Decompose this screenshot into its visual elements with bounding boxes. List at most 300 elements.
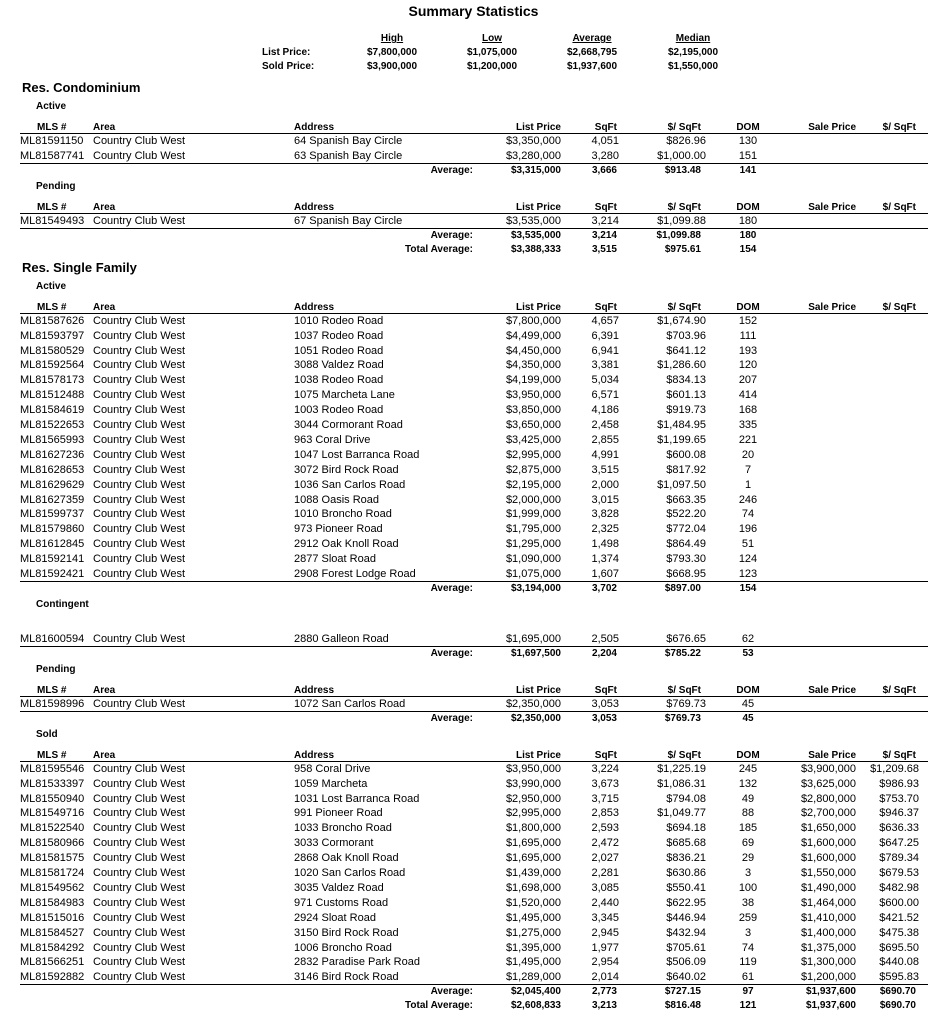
- summary-sale-price: $1,937,600: [805, 986, 856, 998]
- cell-dom: 51: [741, 538, 755, 551]
- cell-list-price: $1,495,000: [505, 956, 561, 969]
- cell-sale-price-per-sqft: $475.38: [879, 926, 919, 939]
- cell-sqft: 1,374: [591, 553, 619, 566]
- column-header-sqft: SqFt: [594, 684, 617, 696]
- header-rule: [20, 313, 928, 314]
- summary-sqft: 3,702: [591, 582, 617, 594]
- cell-price-per-sqft: $1,286.60: [657, 359, 706, 372]
- cell-sqft: 2,945: [591, 926, 619, 939]
- summary-dom: 97: [742, 986, 754, 998]
- cell-address: 1051 Rodeo Road: [294, 344, 384, 357]
- cell-list-price: $4,350,000: [505, 359, 561, 372]
- summary-sold-low: $1,200,000: [466, 61, 518, 72]
- cell-area: Country Club West: [93, 762, 186, 775]
- cell-sqft: 3,053: [591, 697, 619, 710]
- column-header-sqft: SqFt: [594, 749, 617, 761]
- column-header-dom: DOM: [736, 201, 760, 213]
- cell-sqft: 2,325: [591, 523, 619, 536]
- cell-list-price: $1,289,000: [505, 971, 561, 984]
- cell-sqft: 3,673: [591, 777, 619, 790]
- cell-price-per-sqft: $769.73: [666, 697, 706, 710]
- cell-price-per-sqft: $793.30: [666, 553, 706, 566]
- cell-address: 2908 Forest Lodge Road: [294, 568, 416, 580]
- cell-mls-number: ML81591150: [20, 135, 84, 147]
- cell-mls-number: ML81581724: [20, 867, 85, 879]
- cell-list-price: $3,650,000: [505, 419, 561, 431]
- column-header-list-price: List Price: [515, 122, 561, 133]
- cell-area: Country Club West: [93, 463, 186, 476]
- cell-area: Country Club West: [93, 344, 186, 357]
- cell-price-per-sqft: $676.65: [666, 632, 706, 645]
- cell-area: Country Club West: [93, 448, 186, 461]
- cell-dom: 335: [738, 419, 758, 431]
- cell-address: 1038 Rodeo Road: [294, 374, 384, 387]
- column-header-sale-price: Sale Price: [808, 749, 856, 761]
- cell-sale-price-per-sqft: $695.50: [879, 941, 919, 954]
- cell-mls-number: ML81584527: [20, 926, 85, 939]
- cell-sale-price: $1,490,000: [800, 881, 856, 894]
- summary-header-low: Low: [482, 33, 502, 44]
- cell-list-price: $1,800,000: [505, 822, 561, 835]
- cell-sqft: 3,515: [591, 463, 619, 476]
- summary-list-average: $2,668,795: [566, 47, 618, 58]
- cell-area: Country Club West: [93, 777, 186, 790]
- section-title: Res. Condominium: [22, 80, 141, 95]
- cell-area: Country Club West: [93, 941, 186, 954]
- cell-list-price: $2,995,000: [505, 807, 561, 820]
- cell-sale-price: $1,300,000: [800, 956, 856, 969]
- cell-list-price: $1,090,000: [505, 553, 561, 566]
- cell-list-price: $2,195,000: [505, 478, 561, 491]
- cell-price-per-sqft: $703.96: [666, 329, 706, 342]
- cell-list-price: $1,695,000: [505, 632, 561, 645]
- cell-address: 991 Pioneer Road: [294, 807, 383, 820]
- cell-dom: 7: [744, 463, 752, 476]
- summary-price-per-sqft: $897.00: [664, 582, 701, 594]
- cell-dom: 130: [738, 135, 758, 147]
- cell-sale-price: $2,800,000: [800, 792, 856, 805]
- cell-price-per-sqft: $506.09: [666, 956, 706, 969]
- cell-sale-price: $3,625,000: [800, 777, 856, 790]
- cell-sqft: 3,280: [591, 149, 619, 162]
- cell-list-price: $2,350,000: [505, 697, 561, 710]
- column-header-sale-price-per-sqft: $/ SqFt: [882, 122, 916, 133]
- summary-sqft: 2,204: [591, 647, 617, 659]
- cell-dom: 124: [738, 553, 758, 566]
- cell-dom: 74: [741, 941, 755, 954]
- cell-mls-number: ML81593797: [20, 329, 85, 342]
- cell-price-per-sqft: $601.13: [666, 389, 706, 402]
- cell-mls-number: ML81578173: [20, 374, 85, 387]
- summary-dom: 154: [739, 582, 757, 594]
- cell-mls-number: ML81612845: [20, 538, 85, 551]
- rows-rule: [20, 228, 928, 229]
- cell-list-price: $2,000,000: [505, 493, 561, 506]
- cell-sqft: 2,505: [591, 632, 619, 645]
- cell-address: 958 Coral Drive: [294, 762, 371, 775]
- header-rule: [20, 696, 928, 697]
- cell-price-per-sqft: $668.95: [666, 568, 706, 580]
- cell-address: 3044 Cormorant Road: [294, 419, 403, 431]
- cell-sale-price-per-sqft: $595.83: [879, 971, 919, 984]
- cell-list-price: $1,795,000: [505, 523, 561, 536]
- cell-price-per-sqft: $705.61: [666, 941, 706, 954]
- cell-area: Country Club West: [93, 329, 186, 342]
- column-header-dom: DOM: [736, 684, 760, 696]
- cell-dom: 1: [744, 478, 752, 491]
- column-header-area: Area: [93, 122, 116, 133]
- cell-mls-number: ML81522540: [20, 822, 85, 835]
- header-rule: [20, 213, 928, 214]
- cell-address: 1036 San Carlos Road: [294, 478, 406, 491]
- cell-sale-price: $1,400,000: [800, 926, 856, 939]
- cell-dom: 123: [738, 568, 758, 580]
- cell-area: Country Club West: [93, 956, 186, 969]
- cell-list-price: $1,695,000: [505, 852, 561, 865]
- cell-mls-number: ML81522653: [20, 419, 85, 431]
- summary-list-price: $2,350,000: [510, 712, 561, 724]
- cell-mls-number: ML81592141: [20, 553, 85, 566]
- cell-sqft: 1,977: [591, 941, 619, 954]
- cell-address: 1010 Broncho Road: [294, 508, 392, 521]
- summary-dom: 121: [739, 1000, 757, 1012]
- cell-address: 1047 Lost Barranca Road: [294, 448, 420, 461]
- cell-list-price: $1,999,000: [505, 508, 561, 521]
- cell-mls-number: ML81581575: [20, 852, 85, 865]
- summary-price-per-sqft: $913.48: [664, 164, 701, 176]
- cell-mls-number: ML81580966: [20, 837, 85, 850]
- cell-address: 1010 Rodeo Road: [294, 314, 384, 327]
- summary-header-average: Average: [572, 33, 612, 44]
- cell-dom: 180: [738, 214, 758, 227]
- cell-area: Country Club West: [93, 881, 186, 894]
- cell-sqft: 4,991: [591, 448, 619, 461]
- cell-address: 3035 Valdez Road: [294, 881, 384, 894]
- cell-price-per-sqft: $1,049.77: [657, 807, 706, 820]
- column-header-area: Area: [93, 749, 116, 761]
- summary-label-sold-price: Sold Price:: [262, 61, 315, 72]
- cell-mls-number: ML81580529: [20, 344, 85, 357]
- summary-dom: 180: [739, 229, 757, 241]
- summary-label: Average:: [430, 647, 473, 659]
- cell-sale-price: $1,600,000: [800, 852, 856, 865]
- cell-mls-number: ML81587626: [20, 314, 85, 327]
- cell-dom: 3: [744, 867, 752, 879]
- cell-address: 973 Pioneer Road: [294, 523, 383, 536]
- cell-sale-price: $2,700,000: [800, 807, 856, 820]
- cell-sqft: 3,214: [591, 214, 619, 227]
- cell-address: 1075 Marcheta Lane: [294, 389, 395, 402]
- cell-sale-price: $1,410,000: [800, 911, 856, 924]
- cell-address: 971 Customs Road: [294, 896, 389, 909]
- cell-area: Country Club West: [93, 508, 186, 521]
- summary-sqft: 3,515: [591, 243, 617, 255]
- column-header-mls-number: MLS #: [37, 122, 67, 133]
- column-header-price-per-sqft: $/ SqFt: [667, 122, 701, 133]
- summary-price-per-sqft: $975.61: [664, 243, 701, 255]
- cell-mls-number: ML81592564: [20, 359, 85, 372]
- cell-area: Country Club West: [93, 822, 186, 835]
- cell-sale-price-per-sqft: $986.93: [879, 777, 919, 790]
- summary-sqft: 3,213: [591, 1000, 617, 1012]
- cell-dom: 62: [741, 632, 755, 645]
- column-header-sale-price-per-sqft: $/ SqFt: [882, 684, 916, 696]
- cell-dom: 151: [738, 149, 758, 162]
- cell-price-per-sqft: $522.20: [666, 508, 706, 521]
- cell-mls-number: ML81512488: [20, 389, 85, 402]
- cell-address: 3088 Valdez Road: [294, 359, 384, 372]
- cell-area: Country Club West: [93, 404, 186, 417]
- cell-area: Country Club West: [93, 359, 186, 372]
- cell-mls-number: ML81592421: [20, 568, 85, 580]
- summary-sale-price-per-sqft: $690.70: [879, 1000, 916, 1012]
- cell-mls-number: ML81515016: [20, 911, 85, 924]
- summary-label: Average:: [430, 229, 473, 241]
- cell-dom: 246: [738, 493, 758, 506]
- status-heading: Pending: [36, 663, 76, 675]
- cell-price-per-sqft: $772.04: [666, 523, 706, 536]
- cell-mls-number: ML81549493: [20, 214, 85, 227]
- cell-area: Country Club West: [93, 568, 186, 580]
- cell-sqft: 2,014: [591, 971, 619, 984]
- cell-address: 2912 Oak Knoll Road: [294, 538, 399, 551]
- column-header-sqft: SqFt: [594, 301, 617, 313]
- cell-mls-number: ML81584292: [20, 941, 85, 954]
- cell-sqft: 3,085: [591, 881, 619, 894]
- cell-sqft: 2,593: [591, 822, 619, 835]
- cell-dom: 3: [744, 926, 752, 939]
- cell-area: Country Club West: [93, 374, 186, 387]
- summary-dom: 53: [742, 647, 754, 659]
- cell-area: Country Club West: [93, 214, 186, 227]
- cell-sqft: 2,472: [591, 837, 619, 850]
- cell-sale-price: $1,650,000: [800, 822, 856, 835]
- cell-sale-price: $1,200,000: [800, 971, 856, 984]
- cell-mls-number: ML81600594: [20, 632, 85, 645]
- cell-address: 1088 Oasis Road: [294, 493, 379, 506]
- cell-dom: 152: [738, 314, 758, 327]
- cell-address: 1020 San Carlos Road: [294, 867, 406, 879]
- cell-dom: 196: [738, 523, 758, 536]
- cell-list-price: $4,450,000: [505, 344, 561, 357]
- cell-price-per-sqft: $817.92: [666, 463, 706, 476]
- cell-sale-price: $1,550,000: [800, 867, 856, 879]
- cell-mls-number: ML81565993: [20, 433, 85, 446]
- cell-dom: 221: [738, 433, 758, 446]
- cell-list-price: $3,280,000: [505, 149, 561, 162]
- cell-dom: 29: [741, 852, 755, 865]
- column-header-area: Area: [93, 301, 116, 313]
- status-heading: Active: [36, 280, 67, 292]
- summary-list-median: $2,195,000: [667, 47, 719, 58]
- column-header-list-price: List Price: [515, 201, 561, 213]
- column-header-sale-price-per-sqft: $/ SqFt: [882, 749, 916, 761]
- column-header-sqft: SqFt: [594, 122, 617, 133]
- summary-label: Total Average:: [405, 243, 473, 255]
- cell-sqft: 5,034: [591, 374, 619, 387]
- cell-price-per-sqft: $1,674.90: [657, 314, 706, 327]
- cell-sqft: 2,027: [591, 852, 619, 865]
- cell-price-per-sqft: $446.94: [666, 911, 706, 924]
- column-header-price-per-sqft: $/ SqFt: [667, 301, 701, 313]
- cell-address: 1031 Lost Barranca Road: [294, 792, 420, 805]
- cell-address: 3033 Cormorant: [294, 837, 374, 850]
- column-header-address: Address: [294, 684, 335, 696]
- cell-sqft: 4,657: [591, 314, 619, 327]
- column-header-sqft: SqFt: [594, 201, 617, 213]
- cell-address: 2868 Oak Knoll Road: [294, 852, 399, 865]
- column-header-address: Address: [294, 122, 335, 133]
- cell-address: 1037 Rodeo Road: [294, 329, 384, 342]
- column-header-sale-price: Sale Price: [808, 122, 856, 133]
- rows-rule: [20, 581, 928, 582]
- column-header-address: Address: [294, 749, 335, 761]
- cell-sale-price: $1,375,000: [800, 941, 856, 954]
- cell-sale-price-per-sqft: $679.53: [879, 867, 919, 879]
- column-header-dom: DOM: [736, 749, 760, 761]
- cell-sqft: 4,186: [591, 404, 619, 417]
- summary-dom: 141: [739, 164, 757, 176]
- cell-list-price: $3,850,000: [505, 404, 561, 417]
- cell-address: 3146 Bird Rock Road: [294, 971, 399, 984]
- cell-address: 2877 Sloat Road: [294, 553, 376, 566]
- cell-list-price: $1,395,000: [505, 941, 561, 954]
- cell-dom: 38: [741, 896, 755, 909]
- column-header-dom: DOM: [736, 122, 760, 133]
- cell-address: 1033 Broncho Road: [294, 822, 392, 835]
- cell-address: 1006 Broncho Road: [294, 941, 392, 954]
- column-header-area: Area: [93, 201, 116, 213]
- cell-dom: 414: [738, 389, 758, 402]
- column-header-mls-number: MLS #: [37, 301, 67, 313]
- cell-price-per-sqft: $794.08: [666, 792, 706, 805]
- cell-price-per-sqft: $1,097.50: [657, 478, 706, 491]
- cell-dom: 207: [738, 374, 758, 387]
- cell-list-price: $1,295,000: [505, 538, 561, 551]
- cell-area: Country Club West: [93, 553, 186, 566]
- status-heading: Pending: [36, 180, 76, 192]
- column-header-price-per-sqft: $/ SqFt: [667, 684, 701, 696]
- column-header-sale-price: Sale Price: [808, 201, 856, 213]
- cell-address: 1059 Marcheta: [294, 777, 368, 790]
- cell-sale-price-per-sqft: $421.52: [879, 911, 919, 924]
- rows-rule: [20, 711, 928, 712]
- cell-address: 64 Spanish Bay Circle: [294, 135, 403, 147]
- cell-dom: 20: [741, 448, 755, 461]
- cell-list-price: $2,950,000: [505, 792, 561, 805]
- cell-mls-number: ML81592882: [20, 971, 85, 984]
- cell-mls-number: ML81629629: [20, 478, 85, 491]
- cell-sqft: 3,381: [591, 359, 619, 372]
- cell-mls-number: ML81584619: [20, 404, 85, 417]
- cell-dom: 88: [741, 807, 755, 820]
- summary-list-low: $1,075,000: [466, 47, 518, 58]
- column-header-price-per-sqft: $/ SqFt: [667, 749, 701, 761]
- summary-price-per-sqft: $785.22: [664, 647, 701, 659]
- cell-list-price: $3,350,000: [505, 135, 561, 147]
- cell-list-price: $1,695,000: [505, 837, 561, 850]
- summary-list-price: $3,194,000: [510, 582, 561, 594]
- cell-price-per-sqft: $1,225.19: [657, 762, 706, 775]
- cell-dom: 119: [739, 956, 757, 969]
- rows-rule: [20, 984, 928, 985]
- cell-mls-number: ML81566251: [20, 956, 85, 969]
- summary-sold-high: $3,900,000: [366, 61, 418, 72]
- cell-dom: 132: [738, 777, 758, 790]
- summary-list-price: $3,388,333: [510, 243, 561, 255]
- status-heading: Sold: [36, 728, 58, 740]
- cell-address: 3150 Bird Rock Road: [294, 926, 399, 939]
- cell-dom: 111: [739, 329, 757, 342]
- cell-sale-price: $3,900,000: [800, 762, 856, 775]
- cell-dom: 120: [738, 359, 758, 372]
- rows-rule: [20, 163, 928, 164]
- header-rule: [20, 133, 928, 134]
- cell-price-per-sqft: $685.68: [666, 837, 706, 850]
- column-header-sale-price-per-sqft: $/ SqFt: [882, 301, 916, 313]
- cell-price-per-sqft: $622.95: [666, 896, 706, 909]
- cell-list-price: $1,439,000: [505, 867, 561, 879]
- cell-area: Country Club West: [93, 478, 186, 491]
- cell-mls-number: ML81599737: [20, 508, 85, 521]
- cell-sale-price-per-sqft: $647.25: [879, 837, 919, 850]
- cell-sqft: 3,015: [591, 493, 619, 506]
- summary-list-price: $3,535,000: [510, 229, 561, 241]
- cell-address: 963 Coral Drive: [294, 433, 371, 446]
- cell-mls-number: ML81549562: [20, 881, 85, 894]
- summary-header-median: Median: [675, 33, 711, 44]
- summary-price-per-sqft: $727.15: [664, 986, 701, 998]
- cell-list-price: $7,800,000: [505, 314, 561, 327]
- cell-area: Country Club West: [93, 792, 186, 805]
- cell-address: 2880 Galleon Road: [294, 632, 389, 645]
- cell-list-price: $2,995,000: [505, 448, 561, 461]
- cell-list-price: $1,495,000: [505, 911, 561, 924]
- cell-dom: 49: [741, 792, 755, 805]
- cell-address: 1003 Rodeo Road: [294, 404, 384, 417]
- cell-sqft: 2,853: [591, 807, 619, 820]
- cell-mls-number: ML81587741: [20, 149, 85, 162]
- cell-mls-number: ML81579860: [20, 523, 85, 536]
- cell-price-per-sqft: $550.41: [666, 881, 706, 894]
- column-header-mls-number: MLS #: [37, 201, 67, 213]
- cell-price-per-sqft: $640.02: [666, 971, 706, 984]
- cell-dom: 61: [741, 971, 755, 984]
- cell-dom: 193: [738, 344, 758, 357]
- summary-list-price: $3,315,000: [510, 164, 561, 176]
- cell-sale-price-per-sqft: $789.34: [879, 852, 919, 865]
- column-header-sale-price: Sale Price: [808, 301, 856, 313]
- summary-sqft: 3,666: [591, 164, 617, 176]
- cell-area: Country Club West: [93, 632, 186, 645]
- cell-list-price: $3,950,000: [505, 762, 561, 775]
- summary-price-per-sqft: $816.48: [664, 1000, 701, 1012]
- cell-sqft: 2,855: [591, 433, 619, 446]
- cell-price-per-sqft: $641.12: [666, 344, 706, 357]
- cell-area: Country Club West: [93, 135, 186, 147]
- column-header-mls-number: MLS #: [37, 749, 67, 761]
- cell-sqft: 2,458: [591, 419, 619, 431]
- cell-sale-price-per-sqft: $946.37: [879, 807, 919, 820]
- summary-list-price: $2,608,833: [510, 1000, 561, 1012]
- cell-list-price: $1,275,000: [505, 926, 561, 939]
- cell-sqft: 3,224: [591, 762, 619, 775]
- cell-price-per-sqft: $1,086.31: [657, 777, 706, 790]
- cell-price-per-sqft: $1,099.88: [657, 214, 706, 227]
- column-header-sale-price: Sale Price: [808, 684, 856, 696]
- cell-sqft: 6,391: [591, 329, 619, 342]
- cell-list-price: $4,199,000: [505, 374, 561, 387]
